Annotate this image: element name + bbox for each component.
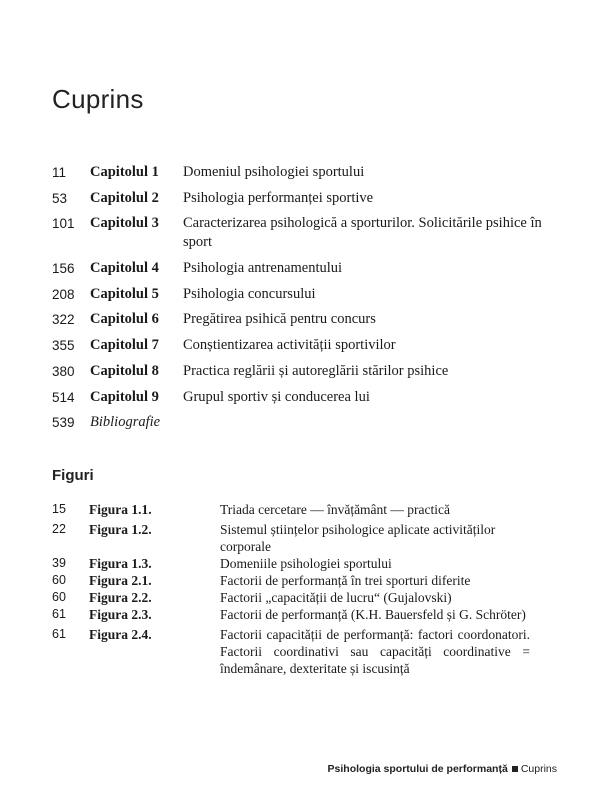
figure-page-number: 60 xyxy=(52,573,66,587)
figure-label: Figura 2.4. xyxy=(89,627,152,642)
figure-label: Figura 2.2. xyxy=(89,590,152,605)
figure-label: Figura 1.3. xyxy=(89,556,152,571)
toc-chapter-label: Capitolul 1 xyxy=(90,164,159,180)
toc-chapter-label: Capitolul 6 xyxy=(90,311,159,328)
toc-page-number: 11 xyxy=(52,165,67,180)
figure-title: Factorii de performanță (K.H. Bauersfeld și G. Schröter) xyxy=(220,607,526,622)
toc-page-number: 322 xyxy=(52,312,75,328)
toc-row xyxy=(52,413,542,432)
figure-page-number: 61 xyxy=(52,607,66,621)
toc-row xyxy=(52,189,542,208)
figure-row xyxy=(52,626,530,677)
toc-chapter-title: Psihologia performanței sportive xyxy=(183,189,374,206)
toc-row xyxy=(52,259,542,278)
toc-chapter-label: Capitolul 8 xyxy=(90,362,159,379)
toc-chapter-label: Capitolul 4 xyxy=(90,260,159,277)
figure-row xyxy=(52,521,530,555)
figures-heading: Figuri xyxy=(52,467,94,484)
page-footer xyxy=(328,763,557,775)
figures-list xyxy=(52,501,530,677)
toc-page-number: 156 xyxy=(52,261,75,277)
toc-row xyxy=(52,214,542,252)
figure-page-number: 22 xyxy=(52,522,66,536)
figure-title: Factorii capacității de performanță: factori coordonatori. Factorii coordinativi sau capacități coordinative = îndemânare, dexteritate și iscusință xyxy=(220,627,530,676)
toc-chapter-title: Caracterizarea psihologică a sporturilor. Solicitările psihice în sport xyxy=(183,215,542,251)
figure-label: Figura 1.1. xyxy=(89,502,152,517)
toc-row xyxy=(52,310,542,329)
toc-chapter-label: Capitolul 5 xyxy=(90,285,159,302)
toc-chapter-title: Grupul sportiv și conducerea lui xyxy=(183,388,370,405)
toc-chapter-title: Conștientizarea activității sportivilor xyxy=(183,337,396,354)
figure-page-number: 39 xyxy=(52,556,66,570)
footer-section-name: Cuprins xyxy=(520,763,557,775)
figure-label: Figura 1.2. xyxy=(89,522,152,537)
toc-chapter-label: Capitolul 2 xyxy=(90,189,159,206)
figure-page-number: 61 xyxy=(52,627,66,641)
table-of-contents xyxy=(52,163,542,439)
toc-page-number: 208 xyxy=(52,286,75,302)
figure-row xyxy=(52,501,530,518)
toc-page-number: 355 xyxy=(52,338,75,354)
figure-title: Sistemul științelor psihologice aplicate activităților corporale xyxy=(220,522,496,554)
toc-bibliography-label: Bibliografie xyxy=(90,414,161,431)
toc-chapter-title: Practica reglării și autoreglării stărilor psihice xyxy=(183,362,449,379)
toc-chapter-label: Capitolul 9 xyxy=(90,388,159,405)
toc-chapter-title: Pregătirea psihică pentru concurs xyxy=(183,311,376,328)
toc-page-number: 514 xyxy=(52,389,75,405)
figure-page-number: 60 xyxy=(52,590,66,604)
figure-row xyxy=(52,555,530,572)
footer-book-title: Psihologia sportului de performanță xyxy=(327,763,508,775)
toc-chapter-title: Domeniul psihologiei sportului xyxy=(183,164,365,180)
toc-chapter-title xyxy=(183,413,542,432)
figure-page-number: 15 xyxy=(52,502,66,516)
toc-page-number: 539 xyxy=(52,415,75,431)
toc-chapter-label: Capitolul 7 xyxy=(90,337,159,354)
toc-page-number: 380 xyxy=(52,363,75,379)
toc-chapter-label: Capitolul 3 xyxy=(90,215,159,232)
figure-row xyxy=(52,572,530,589)
figure-title: Factorii de performanță în trei sporturi diferite xyxy=(220,573,471,588)
toc-row xyxy=(52,285,542,304)
toc-chapter-title: Psihologia concursului xyxy=(183,285,316,302)
toc-row xyxy=(52,362,542,381)
figure-row xyxy=(52,589,530,606)
toc-row xyxy=(52,163,542,182)
square-bullet-icon xyxy=(512,766,518,772)
figure-title: Triada cercetare — învățământ — practică xyxy=(220,502,451,517)
toc-page-number: 53 xyxy=(52,190,68,206)
toc-row xyxy=(52,336,542,355)
figure-title: Domeniile psihologiei sportului xyxy=(220,556,392,571)
figure-label: Figura 2.1. xyxy=(89,573,152,588)
figure-title: Factorii „capacității de lucru“ (Gujalovski) xyxy=(220,590,452,605)
figure-row xyxy=(52,606,530,623)
toc-page-number: 101 xyxy=(52,216,75,232)
toc-row xyxy=(52,388,542,407)
page-title: Cuprins xyxy=(52,84,144,114)
toc-chapter-title: Psihologia antrenamentului xyxy=(183,260,343,277)
figure-label: Figura 2.3. xyxy=(89,607,152,622)
